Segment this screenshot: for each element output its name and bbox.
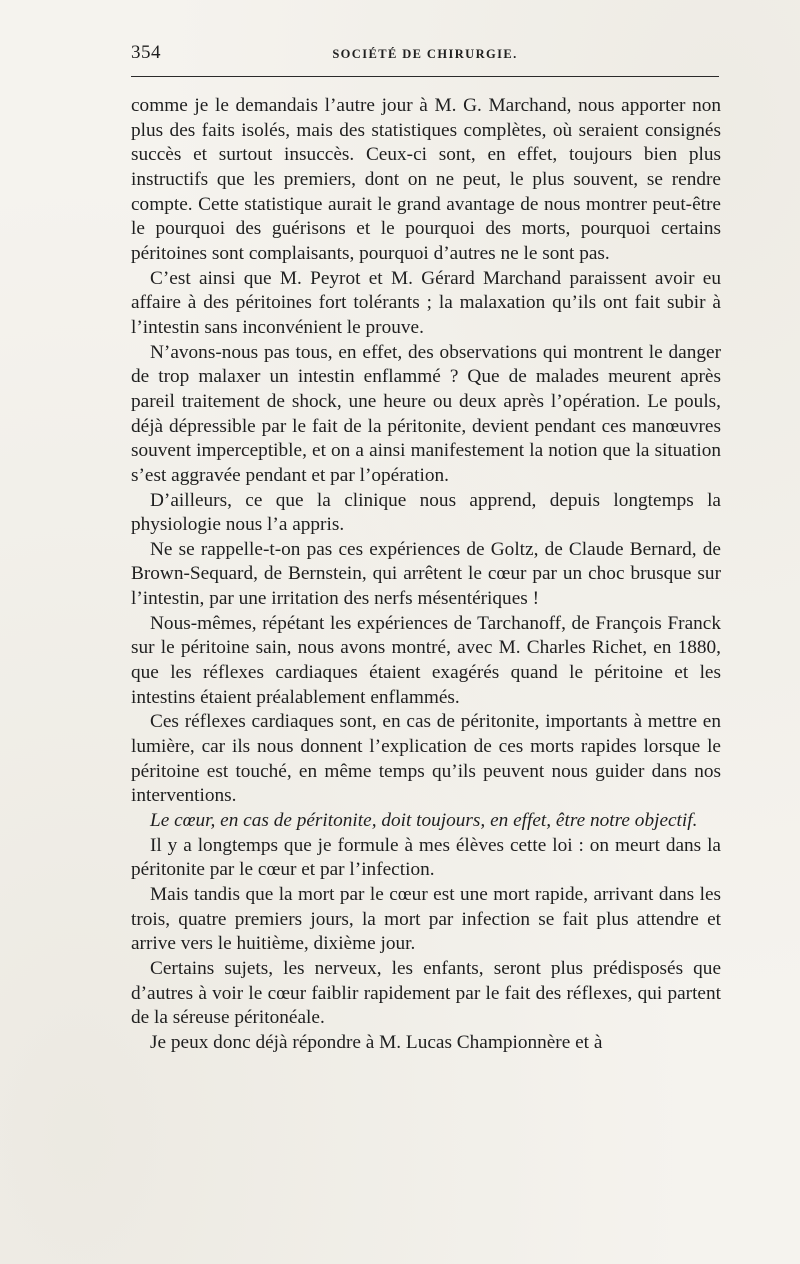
paragraph: Je peux donc déjà répondre à M. Lucas Championnère et à — [150, 1031, 603, 1053]
header-rule — [131, 76, 719, 77]
paragraph: N’avons-nous pas tous, en effet, des observations qui montrent le danger de trop malaxer un intestin enflammé ? Que de malades meurent après pareil traitement de shock, une heure ou deux après l’opération. Le pouls, déjà dépressible par le fait de la péritonite, devient pendant ces manœuvres souvent imperceptible, et on a ainsi manifestement la notion que la situation s’est aggravée pendant et par l’opération. — [131, 341, 721, 486]
italic-paragraph: Le cœur, en cas de péritonite, doit toujours, en effet, être notre objectif. — [150, 810, 698, 832]
running-head: SOCIÉTÉ DE CHIRURGIE. — [332, 47, 518, 61]
paragraph: Mais tandis que la mort par le cœur est une mort rapide, arrivant dans les trois, quatre premiers jours, la mort par infection se fait plus attendre et arrive vers le huitième, dixième jour. — [131, 884, 721, 955]
page-number: 354 — [131, 42, 161, 63]
paragraph: C’est ainsi que M. Peyrot et M. Gérard Marchand paraissent avoir eu affaire à des péritoines fort tolérants ; la malaxation qu’ils ont fait subir à l’intestin sans inconvénient le prouve. — [131, 267, 721, 338]
paragraph: Nous-mêmes, répétant les expériences de Tarchanoff, de François Franck sur le péritoine sain, nous avons montré, avec M. Charles Richet, en 1880, que les réflexes cardiaques étaient exagérés quand le péritoine et les intestins étaient préalablement enflammés. — [131, 612, 721, 708]
paragraph: comme je le demandais l’autre jour à M. G. Marchand, nous apporter non plus des faits isolés, mais des statistiques complètes, où seraient consignés succès et surtout insuccès. Ceux-ci sont, en effet, toujours bien plus instructifs que les premiers, dont on ne peut, le plus souvent, se rendre compte. Cette statistique aurait le grand avantage de nous montrer peut-être le pourquoi des guérisons et le pourquoi des morts, pourquoi certains péritoines sont complaisants, pourquoi d’autres ne le sont pas. — [131, 95, 721, 264]
paragraph: Il y a longtemps que je formule à mes élèves cette loi : on meurt dans la péritonite par le cœur et par l’infection. — [131, 834, 721, 881]
paragraph: D’ailleurs, ce que la clinique nous apprend, depuis longtemps la physiologie nous l’a appris. — [131, 489, 721, 536]
paragraph: Ne se rappelle-t-on pas ces expériences de Goltz, de Claude Bernard, de Brown-Sequard, de Bernstein, qui arrêtent le cœur par un choc brusque sur l’intestin, par une irritation des nerfs mésentériques ! — [131, 538, 721, 610]
page-header — [131, 42, 719, 68]
paragraph: Ces réflexes cardiaques sont, en cas de péritonite, importants à mettre en lumière, car ils nous donnent l’explication de ces morts rapides lorsque le péritoine est touché, en même temps qu’ils peuvent nous guider dans nos interventions. — [131, 711, 721, 807]
body-text — [131, 94, 721, 1056]
paragraph: Certains sujets, les nerveux, les enfants, seront plus prédisposés que d’autres à voir le cœur faiblir rapidement par le fait des réflexes, qui partent de la séreuse péritonéale. — [131, 957, 721, 1029]
